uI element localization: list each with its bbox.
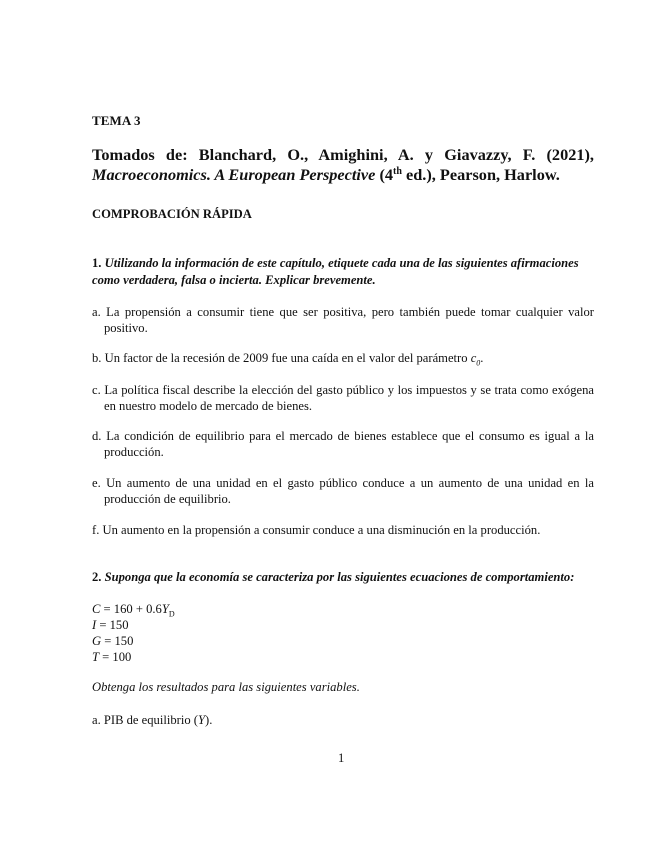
- question-2-instruction: Obtenga los resultados para las siguientes variables.: [92, 680, 360, 694]
- question-2-prompt: [92, 570, 574, 585]
- item-a-pre: a. PIB de equilibrio (: [92, 713, 198, 727]
- equation-investment: [92, 617, 129, 633]
- question-1-text: Utilizando la información de este capítulo, etiquete cada una de las siguientes afirmaciones como verdadera, falsa o incierta. Explicar brevemente.: [92, 256, 579, 287]
- statement-b-period: .: [480, 351, 484, 365]
- question-2-text: Suponga que la economía se caracteriza por las siguientes ecuaciones de comportamiento:: [104, 570, 575, 584]
- item-a-post: ).: [205, 713, 213, 727]
- parameter-c: c: [470, 351, 477, 365]
- eq-c-expr: = 160 + 0.6: [100, 602, 162, 616]
- edition-open: (4: [379, 165, 394, 184]
- statement-b-text: b. Un factor de la recesión de 2009 fue una caída en el valor del parámetro: [92, 351, 468, 365]
- equation-consumption: [92, 601, 175, 617]
- item-a-var: Y: [197, 713, 205, 727]
- statement-d: d. La condición de equilibrio para el mercado de bienes establece que el consumo es igual a la producción.: [92, 429, 594, 459]
- statement-a: a. La propensión a consumir tiene que ser positiva, pero también puede tomar cualquier valor positivo.: [92, 305, 594, 335]
- eq-t-expr: = 100: [99, 650, 132, 664]
- edition-publisher: ed.), Pearson, Harlow.: [406, 165, 560, 184]
- edition-superscript: th: [393, 166, 402, 177]
- statement-b: [92, 350, 594, 366]
- eq-g-expr: = 150: [101, 634, 134, 648]
- statement-f: f. Un aumento en la propensión a consumir conduce a una disminución en la producción.: [92, 523, 541, 537]
- parameter-c-subscript: 0: [476, 358, 481, 368]
- statement-c: c. La política fiscal describe la elección del gasto público y los impuestos y se trata como exógena en nuestro modelo de mercado de bienes.: [92, 383, 594, 413]
- topic-heading: TEMA 3: [92, 113, 141, 128]
- page-number: 1: [338, 751, 345, 765]
- eq-i-expr: = 150: [96, 618, 129, 632]
- reference-title: [92, 145, 594, 185]
- section-title: COMPROBACIÓN RÁPIDA: [92, 207, 252, 221]
- equation-government: [92, 633, 133, 649]
- eq-c-y: Y: [161, 602, 169, 616]
- eq-c-var: C: [92, 602, 101, 616]
- eq-c-sub: D: [168, 609, 175, 619]
- statement-e: e. Un aumento de una unidad en el gasto público conduce a un aumento de una unidad en la producción de equilibrio.: [92, 476, 594, 506]
- book-title: Macroeconomics. A European Perspective: [92, 165, 376, 184]
- eq-g-var: G: [92, 634, 102, 648]
- question-2-item-a: [92, 712, 212, 728]
- eq-t-var: T: [92, 650, 100, 664]
- equation-taxes: [92, 649, 131, 665]
- reference-prefix: Tomados de: Blanchard, O., Amighini, A. y Giavazzy, F. (2021),: [92, 145, 594, 164]
- question-1-prompt: [92, 255, 594, 288]
- question-1-number: 1.: [92, 256, 102, 270]
- question-2-number: 2.: [92, 570, 102, 584]
- eq-i-var: I: [92, 618, 97, 632]
